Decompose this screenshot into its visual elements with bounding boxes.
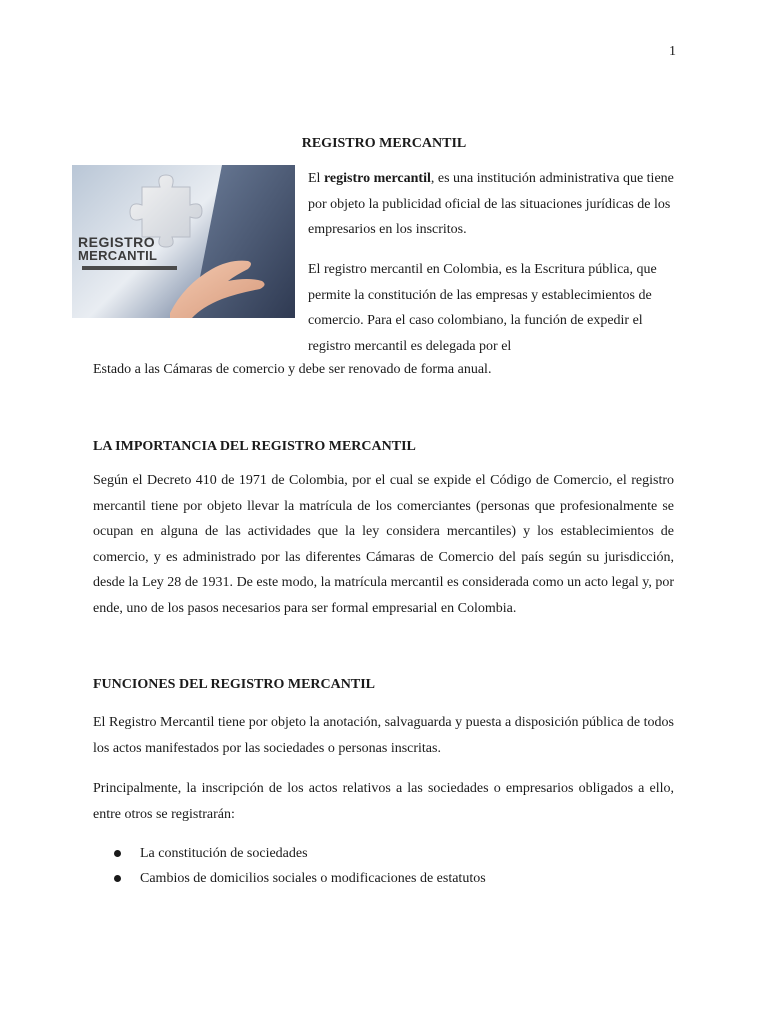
intro-p1-prefix: El [308, 171, 324, 186]
list-item-text: La constitución de sociedades [140, 846, 308, 861]
image-logo-text [78, 235, 157, 262]
list-item [111, 841, 671, 866]
bullet-dot-icon [114, 875, 121, 882]
registro-mercantil-image [72, 165, 295, 318]
bullet-dot-icon [114, 850, 121, 857]
page-number: 1 [669, 44, 676, 59]
logo-line-registro: REGISTRO [78, 234, 156, 250]
intro-p1-bold: registro mercantil [323, 171, 431, 186]
logo-line-mercantil: MERCANTIL [78, 248, 158, 263]
list-item-text: Cambios de domicilios sociales o modificaciones de estatutos [140, 871, 486, 886]
section-funciones-paragraph-1: El Registro Mercantil tiene por objeto la anotación, salvaguarda y puesta a disposición pública de todos los actos manifestados por las sociedades o personas inscritas. [93, 715, 674, 756]
intro-paragraph-2-continued: Estado a las Cámaras de comercio y debe ser renovado de forma anual. [93, 362, 492, 377]
intro-p1-suffix: , es una institución administrativa que tiene por objeto la publicidad oficial de las situaciones jurídicas de los empresarios en los inscritos. [308, 171, 674, 237]
intro-paragraph-2: El registro mercantil en Colombia, es la Escritura pública, que permite la constitución de las empresas y establecimientos de comercio. Para el caso colombiano, la función de expedir el registro mercantil es delegada por el [308, 262, 657, 354]
page-title: REGISTRO MERCANTIL [301, 136, 467, 151]
section-heading-importancia: LA IMPORTANCIA DEL REGISTRO MERCANTIL [93, 439, 416, 454]
list-item [111, 866, 671, 891]
section-heading-funciones: FUNCIONES DEL REGISTRO MERCANTIL [93, 677, 375, 692]
section-funciones-paragraph-2: Principalmente, la inscripción de los actos relativos a las sociedades o empresarios obligados a ello, entre otros se registrarán: [93, 781, 674, 822]
section-importancia-paragraph: Según el Decreto 410 de 1971 de Colombia, por el cual se expide el Código de Comercio, el registro mercantil tiene por objeto llevar la matrícula de los comerciantes (personas que profesionalmente se ocupan en alguna de las actividades que la ley considera mercantiles) y los establecimientos de comercio, y es administrado por las diferentes Cámaras de Comercio del país según su jurisdicción, desde la Ley 28 de 1931. De este modo, la matrícula mercantil es considerada como un acto legal y, por ende, uno de los pasos necesarios para ser formal empresarial en Colombia. [93, 473, 674, 616]
registro-bullet-list [111, 841, 671, 891]
intro-paragraph-1 [308, 166, 676, 243]
